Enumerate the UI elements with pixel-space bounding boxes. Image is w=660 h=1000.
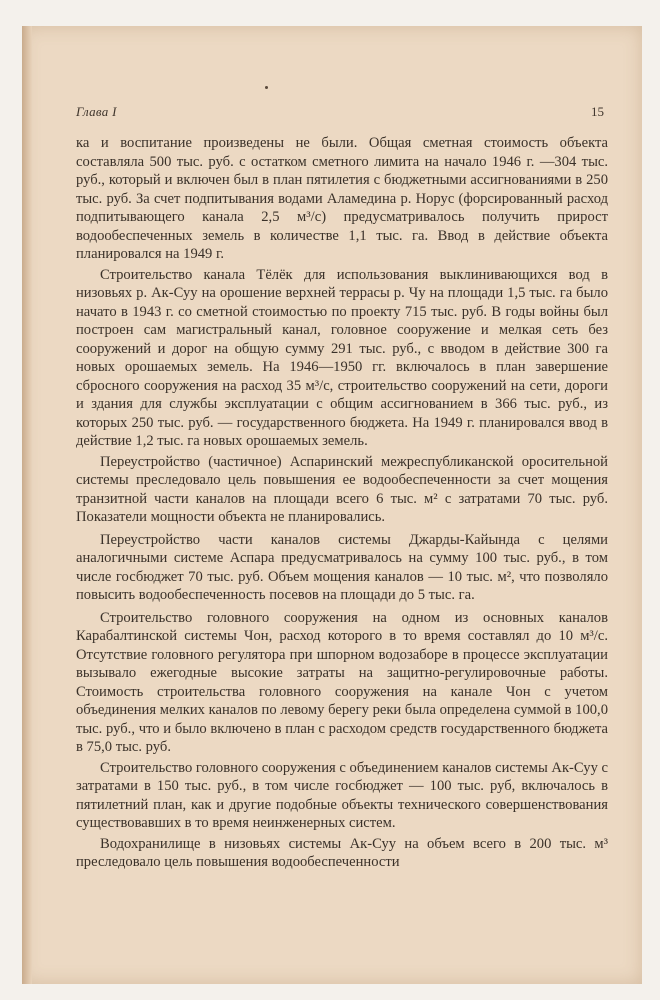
- book-page: [22, 26, 642, 984]
- paragraph: Строительство головного сооружения на одном из основных каналов Карабалтинской системы Чон, расход которого в то время составлял до 10 м³/с. Отсутствие головного регулятора при шпорном водозаборе в процессе эксплуатации вызывало ежегодные высокие затраты на защитно-регулировочные работы. Стоимость строительства головного сооружения на канале Чон с учетом объединения мелких каналов по левому берегу реки была определена суммой в 100,0 тыс. руб., что и было включено в план с расходом средств государственного бюджета в 75,0 тыс. руб.: [76, 609, 608, 755]
- body-text: [76, 134, 608, 874]
- page-gutter-shadow: [22, 26, 32, 984]
- paragraph: ка и воспитание произведены не были. Общая сметная стоимость объекта составляла 500 тыс. руб. с остатком сметного лимита на начало 1946 г. —304 тыс. руб., который и включен был в план пятилетия с бюджетными ассигнованиями в 250 тыс. руб. За счет подпитывания водами Аламедина р. Норус (форсированный расход подпитывающего канала 2,5 м³/с) предусматривалось получить прирост водообеспеченных земель в количестве 1,1 тыс. га. Ввод в действие объекта планировался на 1949 г.: [76, 135, 608, 262]
- print-speck: [265, 86, 268, 89]
- chapter-title: Глава I: [76, 104, 117, 119]
- paragraph: Водохранилище в низовьях системы Ак-Суу на объем всего в 200 тыс. м³ преследовало цель повышения водообеспеченности: [76, 835, 608, 870]
- running-head: [76, 104, 604, 122]
- paragraph: Переустройство (частичное) Аспаринский межреспубликанской оросительной системы преследовало цель повышения ее водообеспеченности за счет мощения транзитной части каналов на площади всего 6 тыс. м² с затратами 70 тыс. руб. Показатели мощности объекта не планировались.: [76, 453, 608, 525]
- paragraph: Строительство головного сооружения с объединением каналов системы Ак-Суу с затратами в 150 тыс. руб., в том числе госбюджет — 100 тыс. руб, включалось в пятилетний план, как и другие подобные объекты технического совершенствования существовавших в то время неинженерных систем.: [76, 759, 608, 831]
- paragraph: Переустройство части каналов системы Джарды-Кайында с целями аналогичными системе Аспара предусматривалось на сумму 100 тыс. руб., в том числе госбюджет 70 тыс. руб. Объем мощения каналов — 10 тыс. м², что позволяло повысить водообеспеченность посевов на площади до 5 тыс. га.: [76, 531, 608, 603]
- paragraph: Строительство канала Тёлёк для использования выклинивающихся вод в низовьях р. Ак-Суу на орошение верхней террасы р. Чу на площади 1,5 тыс. га было начато в 1943 г. со сметной стоимостью по проекту 715 тыс. руб. В годы войны был построен сам магистральный канал, головное сооружение и мелкая сеть без сооружений и дорог на общую сумму 291 тыс. руб., с вводом в действие 300 га новых орошаемых земель. На 1946—1950 гг. включалось в план завершение сбросного сооружения на расход 35 м³/с, строительство сооружений на сети, дороги и здания для службы эксплуатации с общим ассигнованием в 366 тыс. руб., из которых 250 тыс. руб. — государственного бюджета. На 1949 г. планировался ввод в действие 1,2 тыс. га новых орошаемых земель.: [76, 266, 608, 449]
- page-number: 15: [591, 104, 604, 119]
